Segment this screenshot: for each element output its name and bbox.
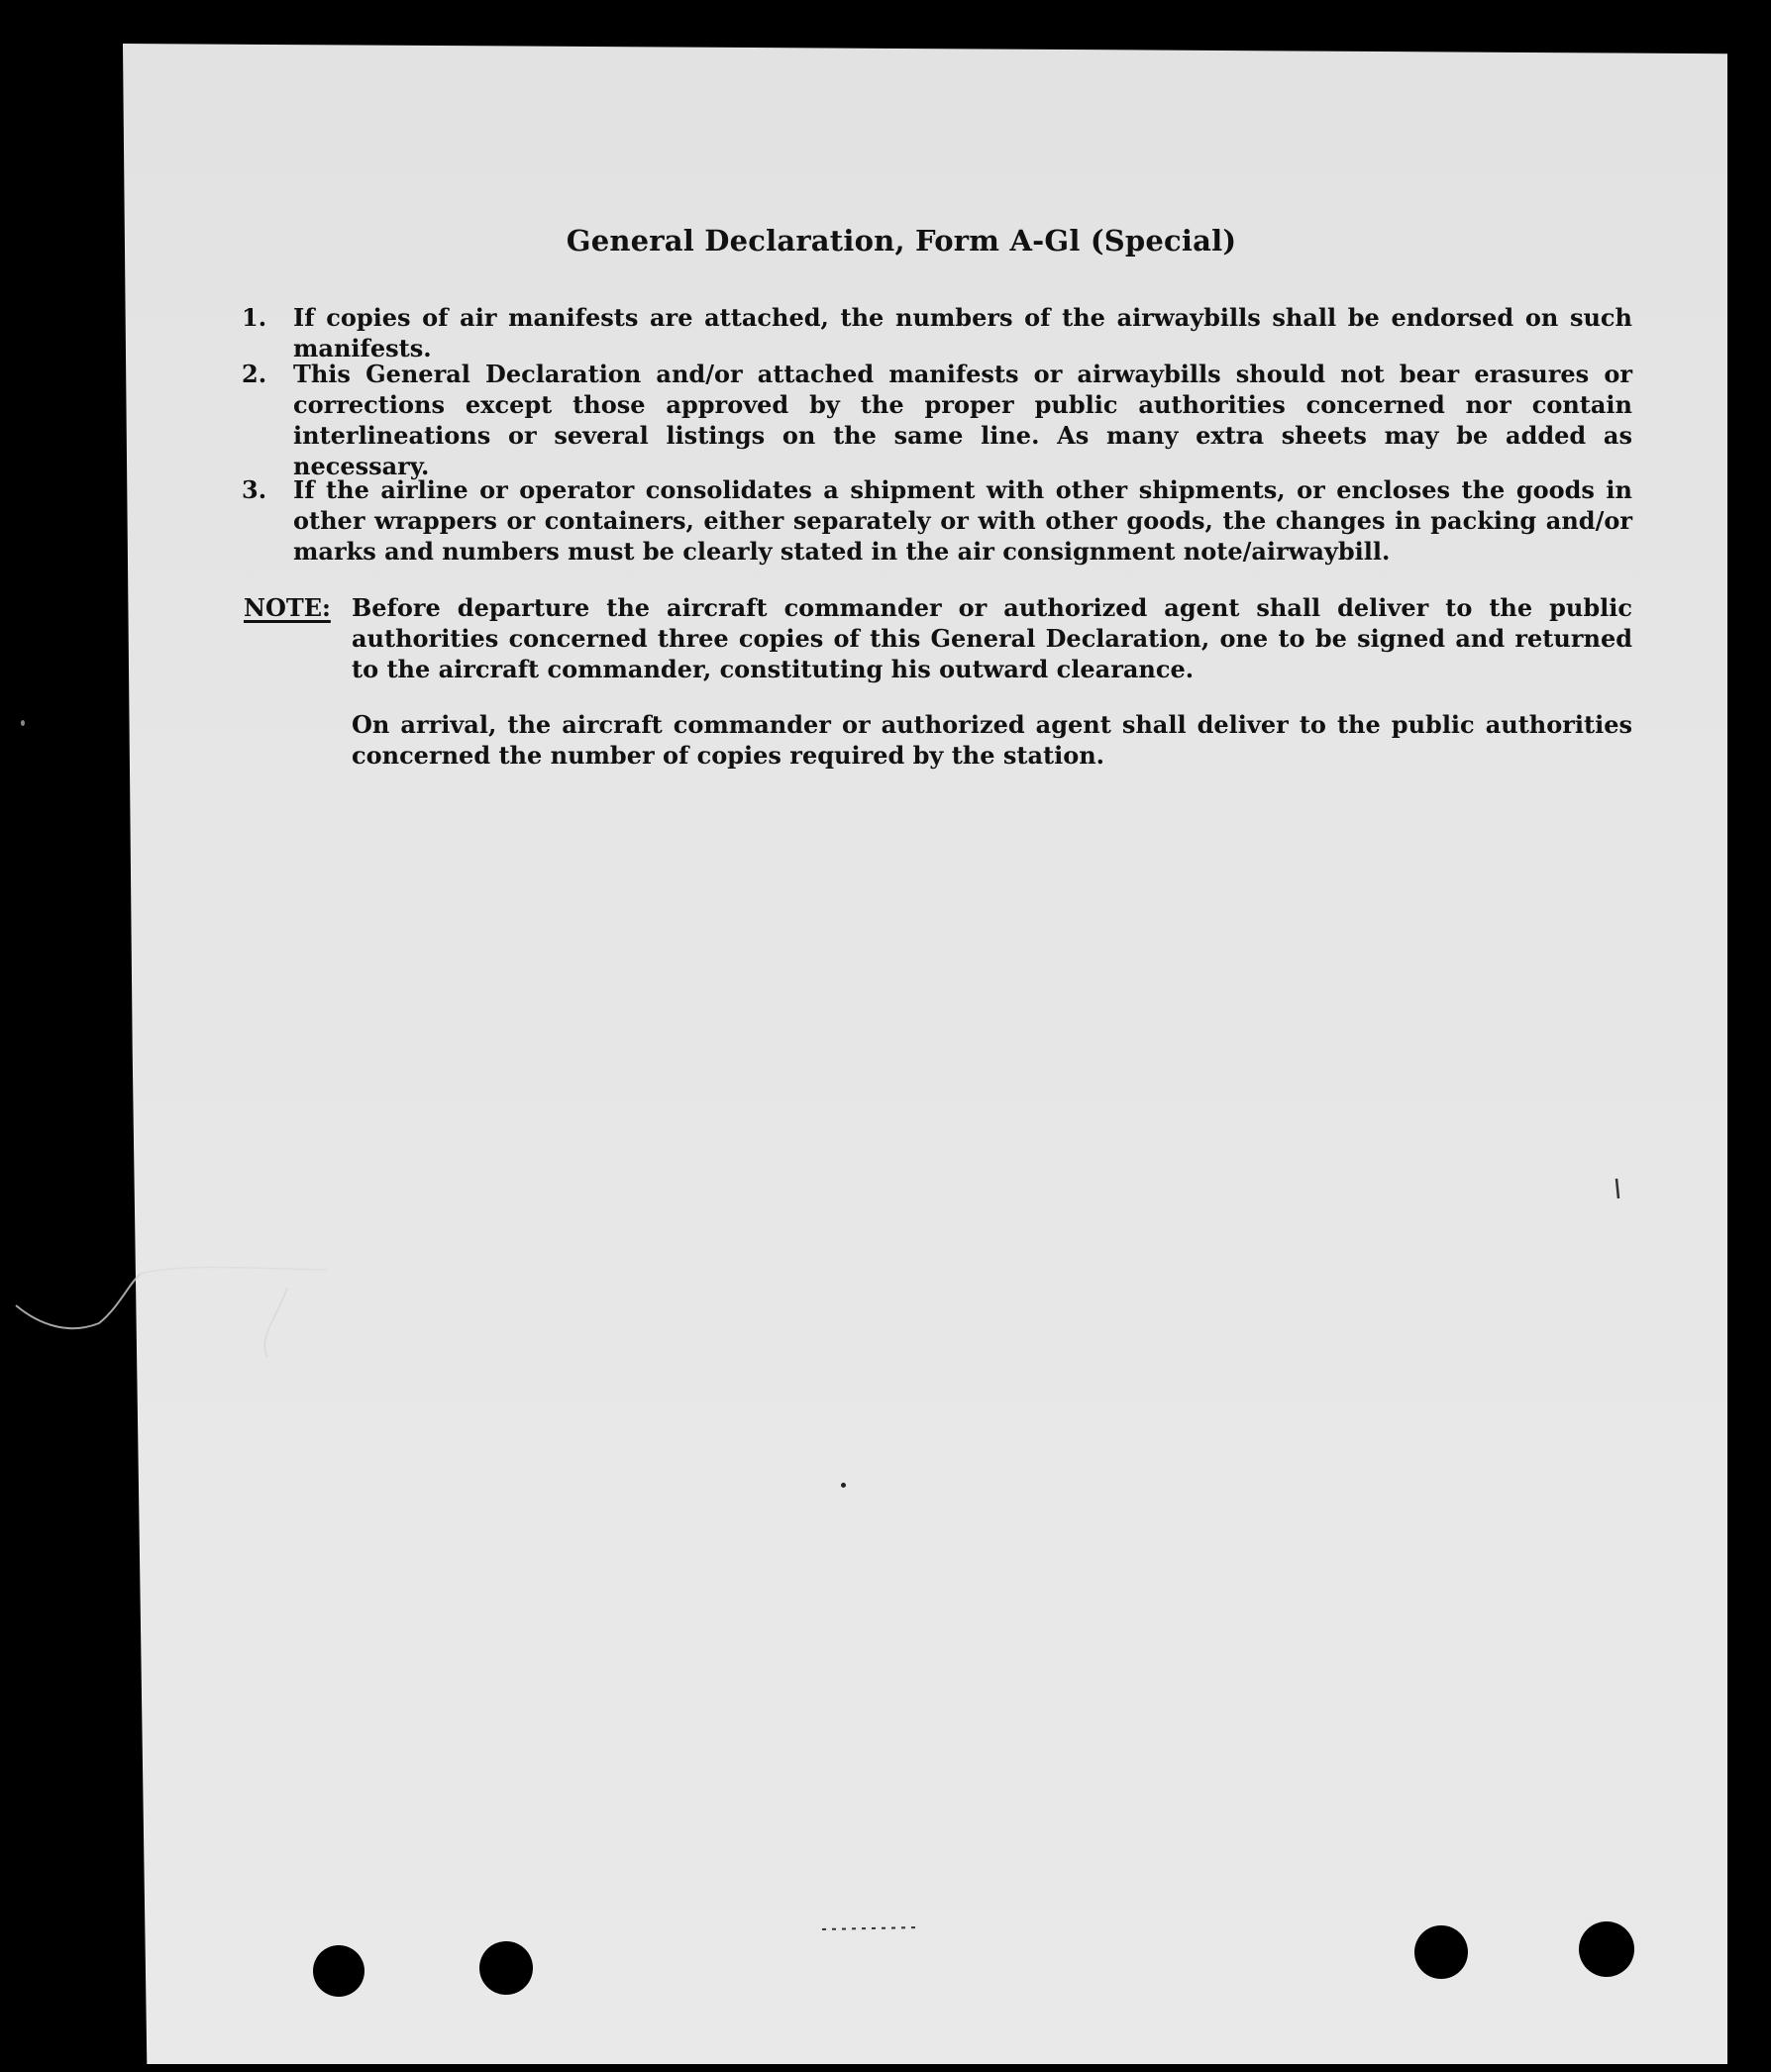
list-item-text: This General Declaration and/or attached manifests or airwaybills should not bear erasures or corrections except those approved by the proper public authorities concerned nor contain interlineations or several listings on the same line. As many extra sheets may be added as necessary.: [293, 360, 1632, 480]
list-item-text: If copies of air manifests are attached, the numbers of the airwaybills shall be endorsed on such manifests.: [293, 303, 1632, 363]
list-item-number: 2.: [242, 360, 267, 388]
list-item: [242, 359, 1632, 481]
page-title: General Declaration, Form A-Gl (Special): [566, 224, 1237, 258]
list-item-text: If the airline or operator consolidates a shipment with other shipments, or encloses the goods in other wrappers or containers, either separately or with other goods, the changes in packing and/or marks and numbers must be clearly stated in the air consignment note/airwaybill.: [293, 475, 1632, 566]
note-paragraph: Before departure the aircraft commander or authorized agent shall deliver to the public authorities concerned three copies of this General Declaration, one to be signed and returned to the aircraft commander, constituting his outward clearance.: [352, 593, 1632, 683]
note-label: NOTE:: [244, 593, 331, 622]
list-item: [242, 474, 1632, 567]
note-paragraph: On arrival, the aircraft commander or authorized agent shall deliver to the public authorities concerned the number of copies required by the station.: [352, 710, 1632, 770]
list-item-number: 3.: [242, 475, 267, 504]
list-item-number: 1.: [242, 303, 267, 332]
list-item: [242, 302, 1632, 363]
